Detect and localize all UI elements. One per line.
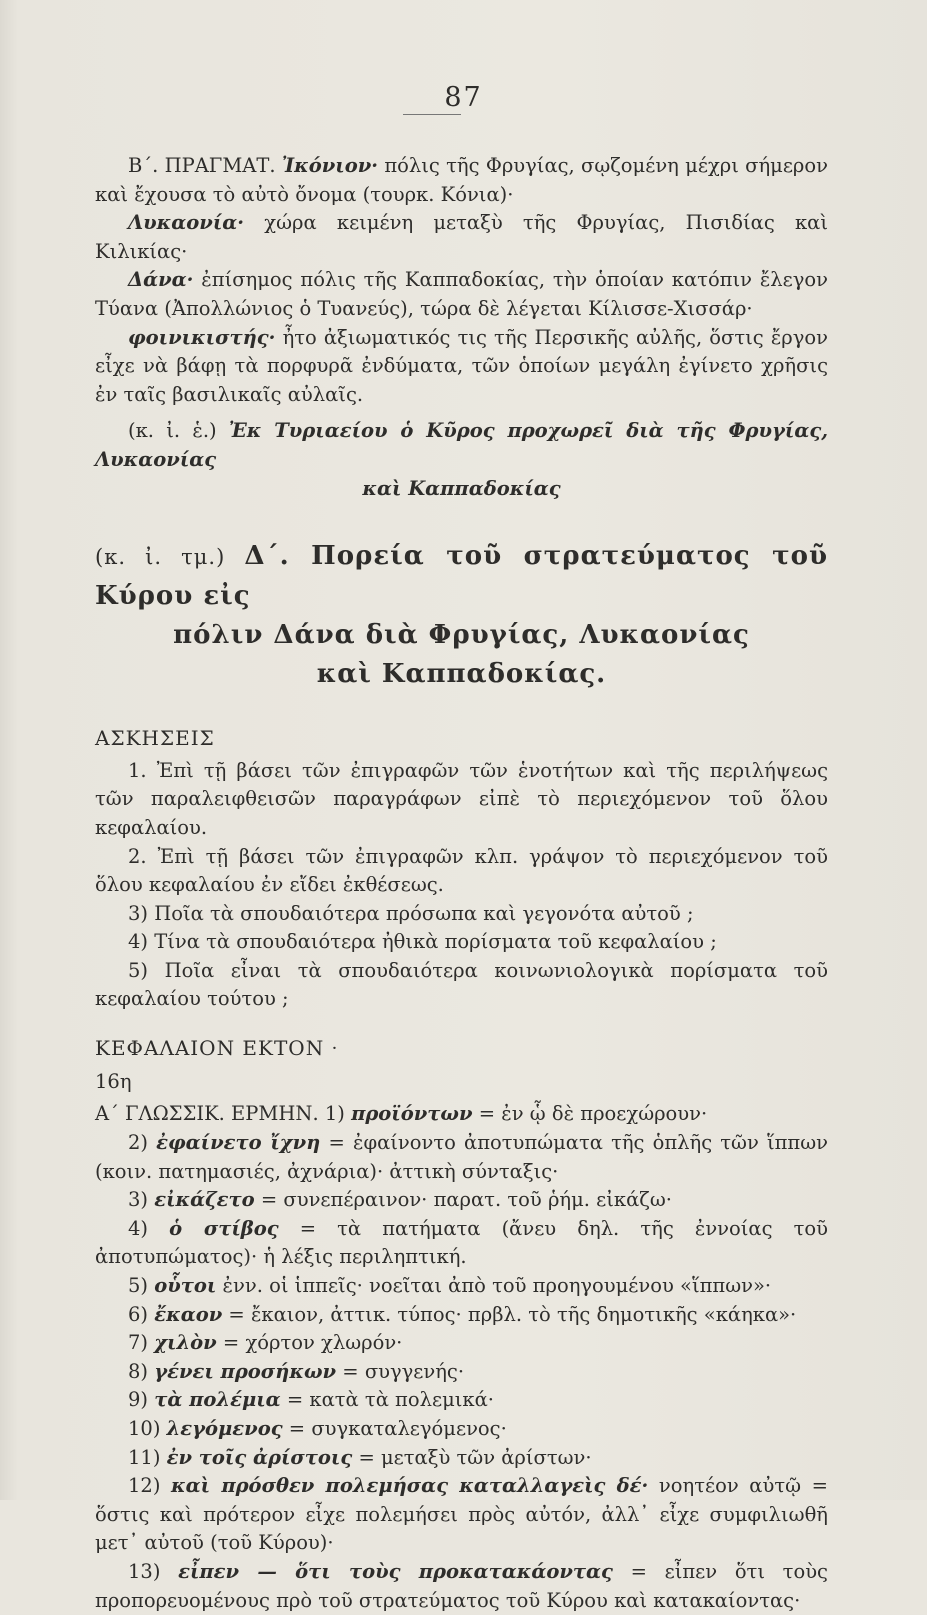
paragraph-dana — [95, 266, 828, 323]
chapter-mark: · — [331, 1038, 339, 1060]
term: χιλὸν — [154, 1331, 217, 1355]
section-heading — [95, 537, 828, 616]
chapter-subtitle: 16η — [95, 1069, 132, 1093]
section-heading-line-1: Δ΄. Πορεία τοῦ στρατεύματος τοῦ Κύρου εἰς — [95, 541, 828, 612]
note-10 — [95, 1415, 828, 1444]
definition: = ἔκαιον, ἀττικ. τύπος· πρβλ. τὸ τῆς δημοτικῆς «κάηκα»· — [222, 1302, 797, 1326]
term: ἐφαίνετο ἴχνη — [156, 1131, 321, 1155]
term: ὁ στίβος — [169, 1216, 279, 1240]
definition: = συγκαταλεγόμενος· — [282, 1416, 507, 1440]
summary-kie-cont — [95, 475, 828, 504]
exercise-4: 4) Τίνα τὰ σπουδαιότερα ἠθικὰ πορίσματα τοῦ κεφαλαίου ; — [128, 930, 717, 954]
note-2 — [95, 1129, 828, 1186]
chapter-intro — [95, 1100, 828, 1129]
term: γένει προσήκων — [154, 1359, 337, 1383]
note-number: 6) — [128, 1302, 155, 1326]
note-11 — [95, 1444, 828, 1473]
note-number: 2) — [128, 1131, 157, 1155]
term: εἶπεν — ὅτι τοὺς προκατακάοντας — [178, 1559, 613, 1583]
note-number: 4) — [128, 1216, 170, 1240]
exercises-title: ΑΣΚΗΣΕΙΣ — [95, 726, 215, 751]
term: λεγόμενος — [166, 1416, 283, 1440]
note-12 — [95, 1472, 828, 1558]
intro-label: Α΄ ΓΛΩΣΣΙΚ. ΕΡΜΗΝ. 1) — [95, 1102, 352, 1126]
chapter-title — [95, 1034, 828, 1064]
definition: = συγγενής· — [336, 1359, 465, 1383]
note-6 — [95, 1301, 828, 1330]
note-3 — [95, 1186, 828, 1215]
exercise-3: 3) Ποῖα τὰ σπουδαιότερα πρόσωπα καὶ γεγονότα αὐτοῦ ; — [128, 901, 694, 925]
summary-line-1: Ἐκ Τυριαείου ὁ Κῦρος προχωρεῖ διὰ τῆς Φρυγίας, Λυκαονίας — [95, 419, 828, 471]
section-heading-line-3: καὶ Καππαδοκίας. — [316, 659, 607, 690]
note-number: 8) — [128, 1359, 155, 1383]
definition: = κατὰ τὰ πολεμικά· — [280, 1388, 494, 1412]
definition: = εἶπεν ὅτι τοὺς προπορευομένους πρὸ τοῦ στρατεύματος τοῦ Κύρου καὶ κατακαίοντας· — [95, 1559, 828, 1612]
term: ἔκαον — [154, 1302, 223, 1326]
section-label: Β΄. ΠΡΑΓΜΑΤ. — [128, 154, 282, 177]
note-number: 13) — [128, 1559, 179, 1583]
note-7 — [95, 1329, 828, 1358]
term: εἰκάζετο — [154, 1188, 255, 1212]
term: τὰ πολέμια — [154, 1388, 281, 1412]
note-8 — [95, 1358, 828, 1387]
note-number: 5) — [128, 1274, 155, 1298]
definition: = ἐν ᾧ δὲ προεχώρουν· — [472, 1102, 708, 1126]
exercise-2: 2. Ἐπὶ τῇ βάσει τῶν ἐπιγραφῶν κλπ. γράψον τὸ περιεχόμενον τοῦ ὅλου κεφαλαίου ἐν εἴδει ἐκθέσεως. — [95, 844, 828, 897]
definition: ἦτο ἀξιωματικός τις τῆς Περσικῆς αὐλῆς, ὅστις ἔργον εἶχε νὰ βάφῃ τὰ πορφυρᾶ ἐνδύματα, τῶν ὁποίων μεγάλη ἐγίνετο χρῆσις ἐν ταῖς βασιλικαῖς αὐλαῖς. — [95, 325, 828, 406]
page-number: 87 — [444, 82, 483, 113]
note-number: 12) — [128, 1474, 172, 1498]
note-9 — [95, 1386, 828, 1415]
definition: = συνεπέραινον· παρατ. τοῦ ῥήμ. εἰκάζω· — [254, 1188, 672, 1212]
chapter-title-text: ΚΕΦΑΛΑΙΟΝ ΕΚΤΟΝ — [95, 1036, 325, 1061]
term: Δάνα· — [128, 268, 194, 292]
note-number: 3) — [128, 1188, 155, 1212]
text-body — [95, 152, 828, 1615]
section-heading-cont-2 — [95, 655, 828, 694]
paragraph-lykaonia — [95, 209, 828, 266]
exercise-5: 5) Ποῖα εἶναι τὰ σπουδαιότερα κοινωνιολογικὰ πορίσματα τοῦ κεφαλαίου τούτου ; — [95, 958, 828, 1011]
definition: = μεταξὺ τῶν ἀρίστων· — [352, 1445, 592, 1469]
section-heading-line-2: πόλιν Δάνα διὰ Φρυγίας, Λυκαονίας — [173, 620, 750, 651]
note-4 — [95, 1215, 828, 1272]
note-5 — [95, 1272, 828, 1301]
term: προϊόντων — [351, 1102, 473, 1126]
note-number: 9) — [128, 1388, 155, 1412]
section-citation: (κ. ἰ. τμ.) — [95, 545, 245, 570]
term: φοινικιστής· — [128, 325, 276, 349]
exercise-1: 1. Ἐπὶ τῇ βάσει τῶν ἐπιγραφῶν τῶν ἑνοτήτων καὶ τῆς περιλήψεως τῶν παραλειφθεισῶν παραγράφων εἰπὲ τὸ περιεχόμενον τοῦ ὅλου κεφαλαίου. — [95, 758, 828, 839]
definition: πόλις τῆς Φρυγίας, σῳζομένη μέχρι σήμερον καὶ ἔχουσα τὸ αὐτὸ ὄνομα (τουρκ. Κόνια)· — [95, 154, 828, 206]
citation: (κ. ἰ. ἑ.) — [128, 419, 229, 443]
definition: χώρα κειμένη μεταξὺ τῆς Φρυγίας, Πισιδίας καὶ Κιλικίας· — [95, 211, 828, 263]
note-number: 11) — [128, 1445, 167, 1469]
definition: = τὰ πατήματα (ἄνευ δηλ. τῆς ἐννοίας τοῦ ἀποτυπώματος)· ἡ λέξις περιληπτική. — [95, 1216, 828, 1269]
definition: ἐπίσημος πόλις τῆς Καππαδοκίας, τὴν ὁποίαν κατόπιν ἔλεγον Τύανα (Ἀπολλώνιος ὁ Τυανεύς), τώρα δὲ λέγεται Κίλισσε-Χισσάρ· — [95, 268, 828, 320]
summary-line-2: καὶ Καππαδοκίας — [362, 476, 561, 500]
note-number: 10) — [128, 1416, 167, 1440]
summary-kie — [95, 417, 828, 474]
paragraph-phoinikistes — [95, 324, 828, 410]
page-number-rule — [403, 114, 461, 115]
term: καὶ πρόσθεν πολεμήσας καταλλαγεὶς δέ· — [171, 1474, 649, 1498]
term: Ἰκόνιον· — [281, 154, 379, 177]
term: Λυκαονία· — [128, 211, 245, 235]
section-heading-cont — [95, 616, 828, 655]
term: ἐν τοῖς ἀρίστοις — [166, 1445, 353, 1469]
definition: ἐνν. οἱ ἱππεῖς· νοεῖται ἀπὸ τοῦ προηγουμένου «ἵππων»· — [216, 1274, 772, 1298]
definition: = ἐφαίνοντο ἀποτυπώματα τῆς ὁπλῆς τῶν ἵππων (κοιν. πατημασιές, ἀχνάρια)· ἀττικὴ σύνταξις· — [95, 1131, 828, 1183]
note-13 — [95, 1558, 828, 1615]
definition: = χόρτον χλωρόν· — [216, 1331, 403, 1355]
note-number: 7) — [128, 1331, 155, 1355]
paragraph-ikonion — [95, 152, 828, 209]
term: οὗτοι — [154, 1274, 217, 1298]
definition: νοητέον αὐτῷ = ὅστις καὶ πρότερον εἶχε πολεμήσει πρὸς αὐτόν, ἀλλ᾽ εἶχε συμφιλιωθῆ μετ᾽ αὐτοῦ (τοῦ Κύρου)· — [95, 1474, 828, 1555]
